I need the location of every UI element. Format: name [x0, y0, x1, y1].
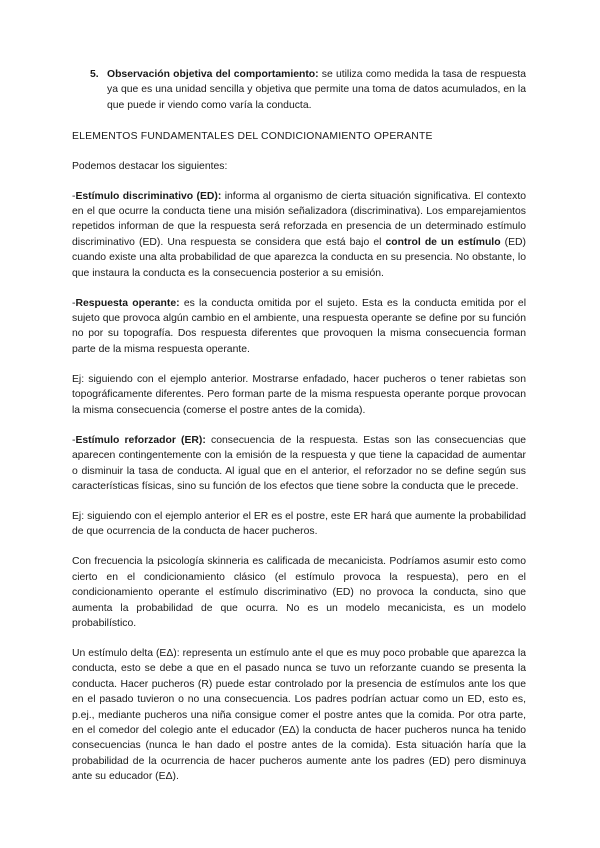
- term-operant-response: Respuesta operante:: [75, 297, 180, 309]
- list-item-text: se utiliza como medida la tasa de respuesta ya que es una unidad sencilla y objetiva que permite una toma de datos acumulados, en la que puede ir viendo como varía la conducta.: [107, 69, 526, 111]
- example-paragraph-1: Ej: siguiendo con el ejemplo anterior. Mostrarse enfadado, hacer pucheros o tener rabietas son topográficamente diferentes. Pero forman parte de la misma respuesta operante porque provocan la misma consecuencia (comerse el postre antes de la comida).: [72, 373, 526, 416]
- paragraph-text: (ED) cuando existe una alta probabilidad de que aparezca la conducta en su presencia. No obstante, lo que instaura la conducta es la consecuencia posterior a su emisión.: [72, 236, 526, 279]
- paragraph-text: es la conducta omitida por el sujeto. Esta es la conducta emitida por el sujeto que provoca algún cambio en el ambiente, una respuesta operante se define por su función no por su topografía. Dos respuesta diferentes que provoquen la misma consecuencia forman parte de la misma respuesta operante.: [72, 297, 526, 355]
- dash: -: [72, 297, 76, 309]
- section-heading: ELEMENTOS FUNDAMENTALES DEL CONDICIONAMIENTO OPERANTE: [72, 131, 433, 143]
- term-stimulus-control: control de un estímulo: [385, 236, 501, 248]
- term-discriminative-stimulus: Estímulo discriminativo (ED):: [75, 190, 222, 202]
- list-number: 5.: [90, 69, 99, 80]
- delta-stimulus-paragraph: Un estímulo delta (EΔ): representa un estímulo ante el que es muy poco probable que aparezca la conducta, esto se debe a que en el pasado nunca se tuvo un reforzante cuando se presenta la conducta. Hacer pucheros (R) puede estar controlado por la presencia de estímulos ante los que en el pasado tuvieron o no una consecuencia. Los padres podrían actuar como un ED, esto es, p.ej., mediante pucheros una niña consigue comer el postre antes que la comida. Por otra parte, en el comedor del colegio ante el educador (EΔ) la conducta de hacer pucheros nunca ha tenido consecuencias (nunca le han dado el postre antes de la comida). Esta situación haría que la probabilidad de la ocurrencia de hacer pucheros aumente ante los padres (ED) pero disminuya ante su educador (EΔ).: [72, 647, 526, 783]
- skinner-paragraph: Con frecuencia la psicología skinneria es calificada de mecanicista. Podríamos asumir esto como cierto en el condicionamiento clásico (el estímulo provoca la respuesta), pero en el condicionamiento operante el estímulo discriminativo (ED) no provoca la conducta, sino que aumenta la probabilidad de que ocurra. No es un modelo mecanicista, es un modelo probabilístico.: [72, 556, 526, 629]
- list-item-5: [90, 67, 526, 113]
- term-reinforcing-stimulus: Estímulo reforzador (ER):: [75, 434, 206, 446]
- paragraph-reinforcing-stimulus: [72, 433, 526, 495]
- paragraph-operant-response: [72, 296, 526, 358]
- dash: -: [72, 190, 76, 202]
- list-item-body: [107, 67, 526, 113]
- dash: -: [72, 434, 76, 446]
- list-item-title: Observación objetiva del comportamiento:: [107, 69, 319, 80]
- intro-paragraph: Podemos destacar los siguientes:: [72, 160, 228, 172]
- paragraph-discriminative-stimulus: [72, 189, 526, 281]
- paragraph-text: consecuencia de la respuesta. Estas son las consecuencias que aparecen contingentemente con la emisión de la respuesta y que tiene la capacidad de aumentar o disminuir la tasa de conducta. Al igual que en el anterior, el reforzador no se define según sus características físicas, sino su función de los efectos que tiene sobre la conducta que le precede.: [72, 434, 527, 492]
- document-page: [72, 67, 526, 799]
- paragraph-text: informa al organismo de cierta situación significativa. El contexto en el que ocurre la conducta tiene una misión señalizadora (discriminativa). Los emparejamientos repetidos informan de que la respuesta será reforzada en presencia de un determinado estímulo discriminativo (ED). Una respuesta se considera que está bajo el: [72, 190, 526, 248]
- example-paragraph-2: Ej: siguiendo con el ejemplo anterior el ER es el postre, este ER hará que aumente la probabilidad de que ocurrencia de la conducta de hacer pucheros.: [72, 510, 526, 538]
